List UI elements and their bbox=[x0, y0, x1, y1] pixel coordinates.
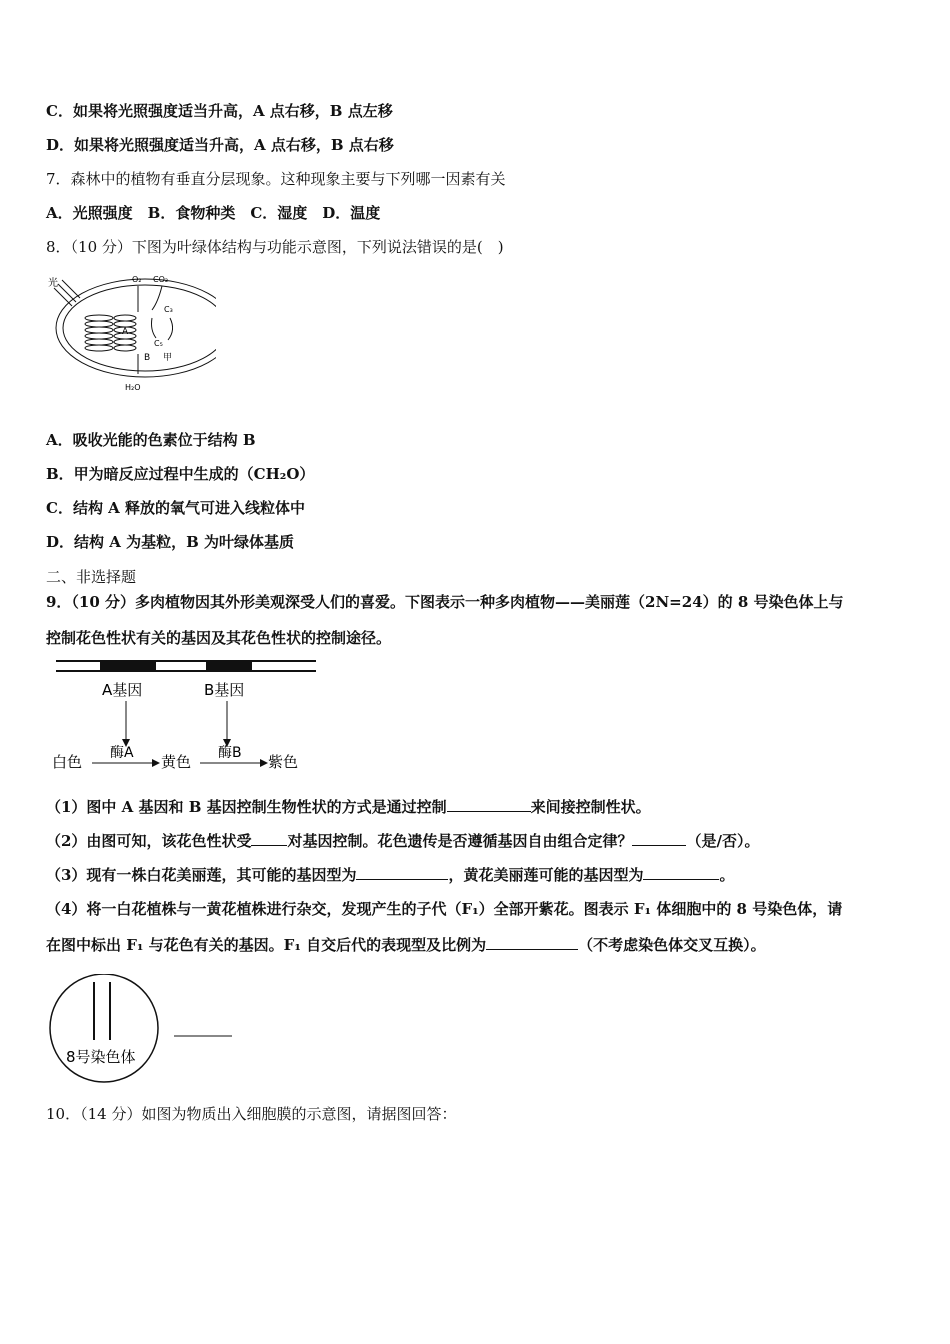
white-label: 白色 bbox=[52, 753, 83, 771]
label-o2: O₂ bbox=[132, 275, 142, 284]
q6-option-c: C．如果将光照强度适当升高，A 点右移，B 点左移 bbox=[46, 102, 393, 120]
q9-part1: （1）图中 A 基因和 B 基因控制生物性状的方式是通过控制 来间接控制性状。 bbox=[46, 798, 651, 816]
q7-stem: 7．森林中的植物有垂直分层现象。这种现象主要与下列哪一因素有关 bbox=[46, 170, 506, 188]
chloroplast-diagram bbox=[46, 268, 216, 398]
q9-part2: （2）由图可知，该花色性状受 对基因控制。花色遗传是否遵循基因自由组合定律？ （是/否）。 bbox=[46, 832, 760, 850]
q9-part4-line2: 在图中标出 F₁ 与花色有关的基因。F₁ 自交后代的表现型及比例为 （不考虑染色体交叉互换）。 bbox=[46, 936, 766, 954]
q8-stem: 8．（10 分）下图为叶绿体结构与功能示意图，下列说法错误的是( ) bbox=[46, 238, 504, 256]
enzyme-b-label: 酶B bbox=[218, 745, 242, 761]
answer-blank-6[interactable] bbox=[486, 935, 578, 950]
granum-left bbox=[85, 315, 113, 351]
q9-part4-line1: （4）将一白花植株与一黄花植株进行杂交，发现产生的子代（F₁）全部开紫花。图表示 F₁ 体细胞中的 8 号染色体，请 bbox=[46, 900, 843, 918]
label-b: B bbox=[144, 353, 151, 363]
q10-stem: 10．（14 分）如图为物质出入细胞膜的示意图，请据图回答： bbox=[46, 1105, 457, 1123]
label-c5: C₅ bbox=[154, 339, 163, 348]
label-h2o: H₂O bbox=[125, 383, 141, 392]
answer-blank-2[interactable] bbox=[251, 831, 287, 846]
q8-option-d: D．结构 A 为基粒，B 为叶绿体基质 bbox=[46, 533, 294, 551]
answer-blank-3[interactable] bbox=[632, 831, 686, 846]
answer-blank-1[interactable] bbox=[447, 797, 531, 812]
chromosome-label: 8号染色体 bbox=[66, 1048, 136, 1066]
gene-pathway-diagram bbox=[46, 655, 316, 780]
q8-option-c: C．结构 A 释放的氧气可进入线粒体中 bbox=[46, 499, 306, 517]
label-a: A bbox=[122, 327, 129, 337]
gene-a-label: A基因 bbox=[102, 681, 143, 699]
q9-stem-line1: 9．（10 分）多肉植物因其外形美观深受人们的喜爱。下图表示一种多肉植物——美丽莲（2N=24）的 8 号染色体上与 bbox=[46, 593, 844, 611]
section-heading: 二、非选择题 bbox=[46, 568, 137, 586]
light-label: 光 bbox=[48, 278, 58, 289]
q6-option-d: D．如果将光照强度适当升高，A 点右移，B 点右移 bbox=[46, 136, 394, 154]
label-jia: 甲 bbox=[163, 353, 173, 363]
answer-blank-4[interactable] bbox=[356, 865, 448, 880]
q9-stem-line2: 控制花色性状有关的基因及其花色性状的控制途径。 bbox=[46, 629, 392, 647]
label-c3: C₃ bbox=[164, 305, 173, 314]
q8-option-a: A．吸收光能的色素位于结构 B bbox=[46, 431, 256, 449]
enzyme-a-label: 酶A bbox=[110, 745, 134, 761]
label-co2: CO₂ bbox=[153, 275, 169, 284]
purple-label: 紫色 bbox=[268, 753, 299, 771]
gene-b-label: B基因 bbox=[204, 681, 245, 699]
answer-blank-5[interactable] bbox=[643, 865, 719, 880]
yellow-label: 黄色 bbox=[161, 753, 192, 771]
q7-options: A．光照强度 B．食物种类 C．湿度 D．温度 bbox=[46, 204, 381, 222]
cell-chromosome-diagram bbox=[46, 974, 246, 1086]
q9-part3: （3）现有一株白花美丽莲，其可能的基因型为 ，黄花美丽莲可能的基因型为 。 bbox=[46, 866, 735, 884]
q8-option-b: B．甲为暗反应过程中生成的（CH₂O） bbox=[46, 465, 315, 483]
